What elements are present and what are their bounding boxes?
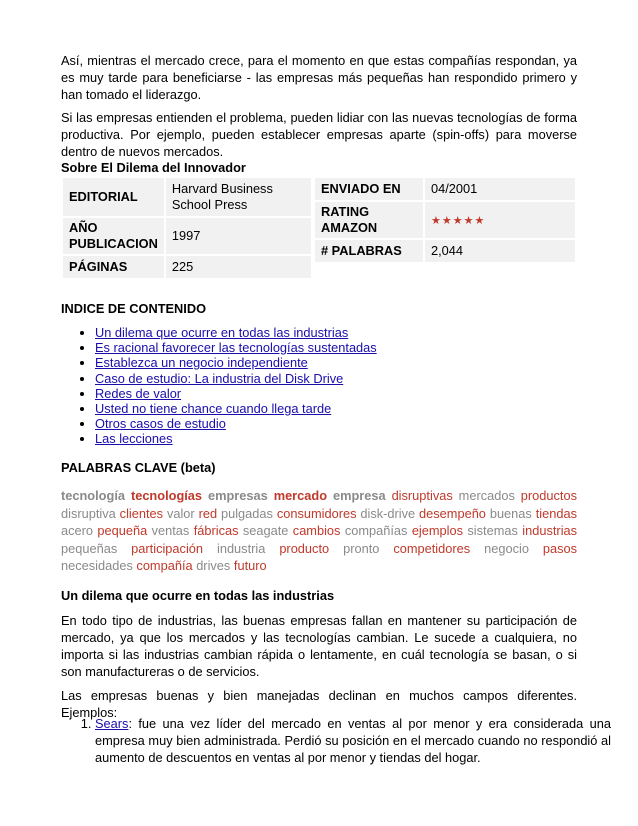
keyword: pulgadas — [220, 505, 273, 521]
keyword: industria — [216, 540, 266, 556]
keyword: tecnologías — [130, 488, 203, 503]
toc-list — [61, 325, 575, 447]
keyword: negocio — [484, 540, 529, 556]
toc-link[interactable]: Establezca un negocio independiente — [95, 355, 308, 371]
keyword: fábricas — [193, 523, 239, 538]
sent-label: ENVIADO EN — [314, 177, 424, 201]
keyword: ejemplos — [411, 523, 464, 538]
toc-link[interactable]: Un dilema que ocurre en todas las industrias — [95, 325, 349, 340]
keywords-cloud — [61, 487, 577, 575]
keyword: tiendas — [535, 505, 577, 521]
keyword: acero — [61, 523, 94, 538]
sent-value: 04/2001 — [424, 177, 576, 201]
words-value: 2,044 — [424, 239, 576, 263]
keyword: clientes — [119, 505, 164, 521]
keyword: desempeño — [419, 505, 486, 521]
editorial-value: Harvard Business School Press — [165, 177, 312, 217]
toc-item — [95, 386, 575, 401]
toc-item — [95, 431, 575, 446]
keywords-heading: PALABRAS CLAVE (beta) — [61, 460, 216, 475]
pages-value: 225 — [165, 255, 312, 279]
paragraph-intro: Así, mientras el mercado crece, para el momento en que estas compañías respondan, ya es muy tarde para beneficiarse - las empresas más pequeñas han respondido primero y han tomado el liderazgo. — [61, 53, 577, 102]
keyword: ventas — [151, 523, 190, 538]
keyword: empresa — [332, 488, 386, 503]
toc-link[interactable]: Usted no tiene chance cuando llega tarde — [95, 401, 332, 417]
keyword: pequeña — [97, 523, 148, 538]
toc-item — [95, 325, 575, 340]
keyword: empresas — [207, 488, 268, 503]
toc-link[interactable]: Las lecciones — [95, 431, 173, 447]
paragraph-solution: Si las empresas entienden el problema, pueden lidiar con las nuevas tecnologías de forma productiva. Por ejemplo, pueden establecer empresas aparte (spin-offs) para moverse dentro de nuevos mercados. — [61, 110, 577, 159]
keyword: tecnología — [61, 488, 125, 503]
keyword: mercado — [273, 488, 328, 503]
toc-item — [95, 355, 575, 370]
keyword: competidores — [393, 540, 471, 556]
keyword: pronto — [343, 540, 380, 556]
keyword: red — [198, 505, 218, 521]
toc-item — [95, 416, 575, 431]
pages-label: PÁGINAS — [62, 255, 165, 279]
keyword: consumidores — [276, 505, 357, 521]
keyword: drives — [196, 558, 231, 573]
keyword: compañía — [136, 558, 193, 573]
rating-label: RATING AMAZON — [314, 201, 424, 239]
year-value: 1997 — [165, 217, 312, 255]
examples-list — [61, 715, 611, 766]
keyword: necesidades — [61, 558, 133, 573]
section-heading: Un dilema que ocurre en todas las industrias — [61, 588, 335, 603]
toc-link[interactable]: Otros casos de estudio — [95, 416, 226, 432]
keyword: seagate — [242, 523, 289, 538]
toc-item — [95, 401, 575, 416]
toc-link[interactable]: Caso de estudio: La industria del Disk Drive — [95, 370, 344, 386]
example-item — [95, 715, 611, 766]
keyword: buenas — [489, 505, 532, 521]
keyword: producto — [279, 540, 330, 556]
keyword: disk-drive — [360, 505, 416, 521]
toc-link[interactable]: Es racional favorecer las tecnologías sustentadas — [95, 340, 377, 356]
keyword: industrias — [522, 523, 578, 538]
keyword: valor — [166, 505, 195, 521]
keyword: sistemas — [467, 523, 518, 538]
toc-link[interactable]: Redes de valor — [95, 385, 182, 401]
keyword: pasos — [542, 540, 578, 556]
paragraph-examples-intro: Las empresas buenas y bien manejadas declinan en muchos campos diferentes. Ejemplos: — [61, 688, 577, 720]
editorial-label: EDITORIAL — [62, 177, 165, 217]
book-stats-table — [313, 176, 577, 264]
toc-item — [95, 340, 575, 355]
star-rating-icon: ★★★★★ — [431, 214, 486, 227]
paragraph-industries: En todo tipo de industrias, las buenas empresas fallan en mantener su participación de mercado, ya que los mercados y las tecnologías cambian. Le sucede a cualquiera, no importa si las industrias cambian rápida o lentamente, en cuál tecnología se basan, o si son manufactureras o de servicios. — [61, 613, 577, 679]
example-text: : fue una vez líder del mercado en ventas al por menor y era considerada una empresa muy bien administrada. Perdió su posición en el mercado cuando no respondió al aumento de descuentos en ventas al por menor y tiendas del hogar. — [95, 716, 611, 765]
book-info-table — [61, 176, 313, 280]
keyword: disruptiva — [61, 505, 116, 521]
keyword: futuro — [233, 558, 267, 573]
example-link[interactable]: Sears — [95, 716, 129, 731]
year-label: AÑO PUBLICACION — [62, 217, 165, 255]
keyword: compañías — [344, 523, 408, 538]
keyword: participación — [131, 540, 204, 556]
keyword: productos — [520, 488, 577, 503]
about-heading: Sobre El Dilema del Innovador — [61, 160, 246, 175]
keyword: mercados — [458, 488, 515, 503]
keyword: pequeñas — [61, 540, 118, 556]
keyword: disruptivas — [391, 488, 453, 503]
toc-item — [95, 371, 575, 386]
toc-heading: INDICE DE CONTENIDO — [61, 301, 207, 316]
words-label: # PALABRAS — [314, 239, 424, 263]
keyword: cambios — [292, 523, 341, 538]
